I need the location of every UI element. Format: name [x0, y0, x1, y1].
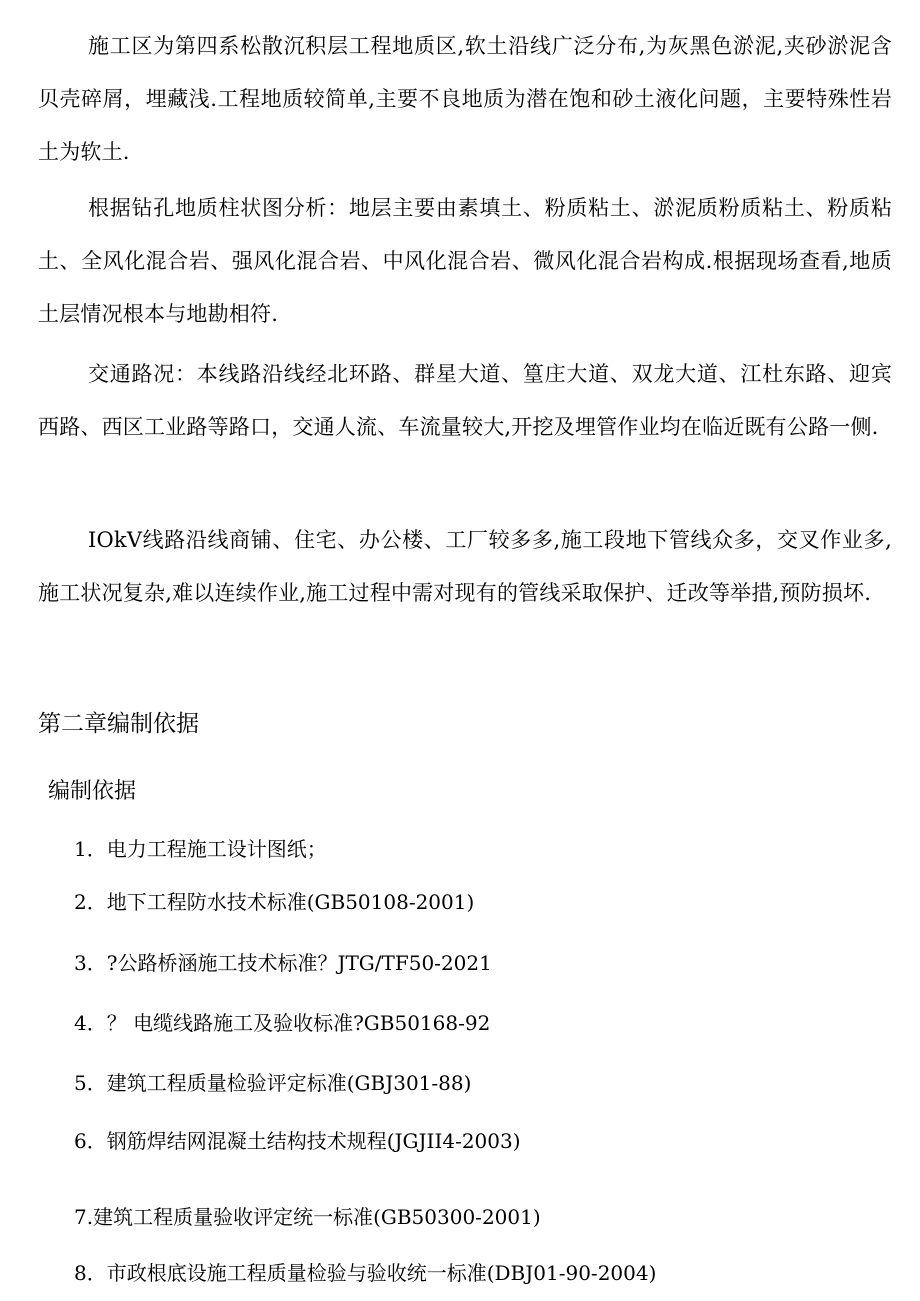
reference-item: 3．?公路桥涵施工技术标准？JTG/TF50-2021	[74, 951, 492, 975]
paragraph-geology: 施工区为第四系松散沉积层工程地质区,软土沿线广泛分布,为灰黑色淤泥,夹砂淤泥含贝壳碎屑，埋藏浅.工程地质较简单,主要不良地质为潜在饱和砂土液化问题，主要特殊性岩土为软土.	[38, 34, 892, 164]
section-title: 编制依据	[48, 779, 137, 804]
reference-item: 5．建筑工程质量检验评定标准(GBJ301-88)	[74, 1071, 472, 1095]
paragraph-construction-conditions: IOkV线路沿线商铺、住宅、办公楼、工厂较多多,施工段地下管线众多，交叉作业多,施工状况复杂,难以连续作业,施工过程中需对现有的管线采取保护、迁改等举措,预防损坏.	[38, 528, 892, 605]
reference-item: 6．钢筋焊结网混凝土结构技术规程(JGJII4-2003)	[74, 1129, 521, 1153]
reference-item: 7.建筑工程质量验收评定统一标准(GB50300-2001)	[74, 1205, 541, 1229]
paragraph-traffic: 交通路况：本线路沿线经北环路、群星大道、篁庄大道、双龙大道、江杜东路、迎宾西路、西区工业路等路口，交通人流、车流量较大,开挖及埋管作业均在临近既有公路一侧.	[38, 362, 892, 439]
reference-item: 4．？ 电缆线路施工及验收标准?GB50168-92	[74, 1011, 491, 1035]
reference-item: 8．市政根底设施工程质量检验与验收统一标准(DBJ01-90-2004)	[74, 1261, 657, 1285]
reference-item: 2．地下工程防水技术标准(GB50108-2001)	[74, 890, 475, 914]
reference-item: 1．电力工程施工设计图纸；	[74, 837, 327, 861]
paragraph-borehole-analysis: 根据钻孔地质柱状图分析：地层主要由素填土、粉质粘土、淤泥质粉质粘土、粉质粘土、全风化混合岩、强风化混合岩、中风化混合岩、微风化混合岩构成.根据现场查看,地质土层情况根本与地勘相符.	[38, 196, 892, 326]
chapter-title: 第二章编制依据	[38, 711, 199, 737]
